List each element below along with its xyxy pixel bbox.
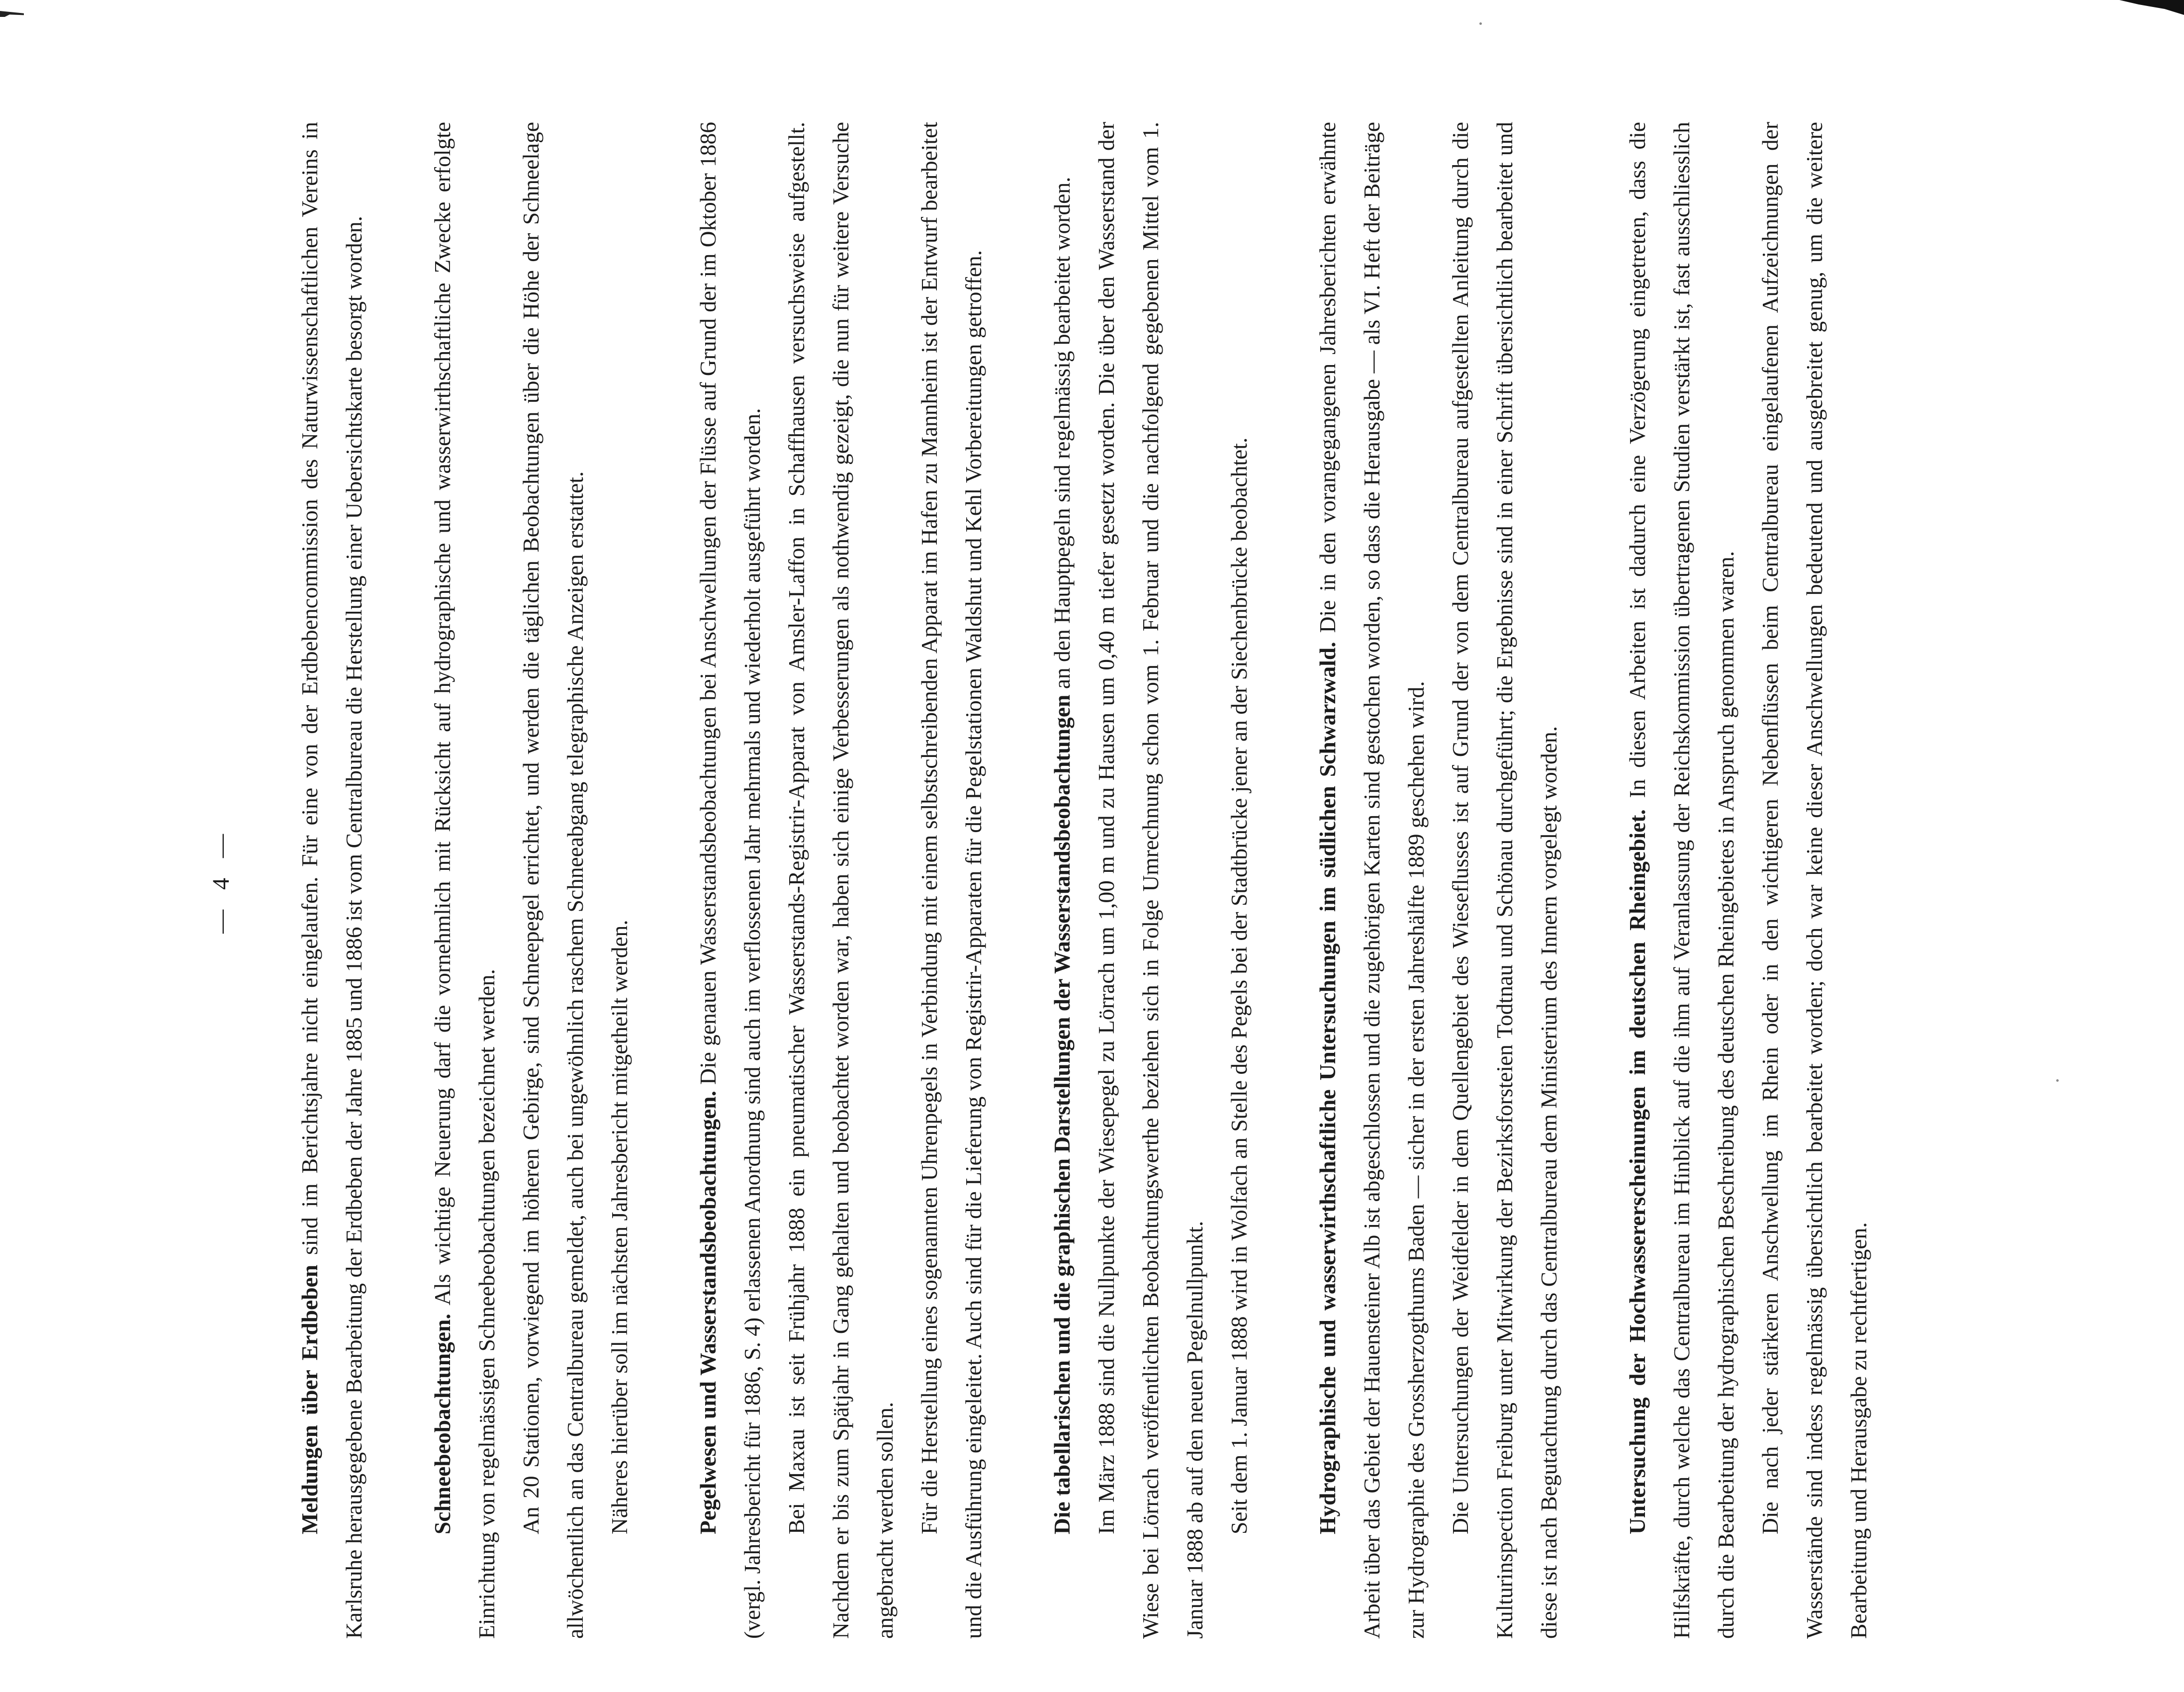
paragraph-text: Die genauen Wasserstandsbeobachtungen bei Anschwellungen der Flüsse auf Grund der im Oktober 1886 (vergl. Jahresbericht für 1886, S. 4) erlassenen Anordnung sind auch im verflossenen Jahr mehrmals und wiederholt ausgeführt worden. [695, 122, 765, 1639]
paragraph: Bei Maxau ist seit Frühjahr 1888 ein pneumatischer Wasserstands-Registrir-Apparat von Amsler-Laffon in Schaffhausen versuchsweise aufgestellt. Nachdem er bis zum Spätjahr in Gang gehalten und beobachtet worden war, haben sich einige Verbesserungen als nothwendig gezeigt, die nun für weitere Versuche angebracht werden sollen. [784, 122, 898, 1639]
scan-artifact-left [0, 11, 24, 17]
paragraph: An 20 Stationen, vorwiegend im höheren Gebirge, sind Schneepegel errichtet, und werden die täglichen Beobachtungen über die Höhe der Schneelage allwöchentlich an das Centralbureau gemeldet, auch bei ungewöhnlich raschem Schneeabgang telegraphische Anzeigen erstattet. [518, 122, 588, 1639]
section-heading: Schneebeobachtungen. [430, 1314, 455, 1534]
scan-speck [1479, 22, 1482, 25]
paragraph: Im März 1888 sind die Nullpunkte der Wiesepegel zu Lörrach um 1,00 m und zu Hausen um 0,40 m tiefer gesetzt worden. Die über den Wasserstand der Wiese bei Lörrach veröffentlichten Beobachtungswerthe beziehen sich in Folge Umrechnung schon vom 1. Februar und die nachfolgend gegebenen Mittel vom 1. Januar 1888 ab auf den neuen Pegelnullpunkt. [1093, 122, 1207, 1639]
paragraph: Für die Herstellung eines sogenannten Uhrenpegels in Verbindung mit einem selbstschreibenden Apparat im Hafen zu Mannheim ist der Entwurf bearbeitet und die Ausführung eingeleitet. Auch sind für die Lieferung von Registrir-Apparaten für die Pegelstationen Waldshut und Kehl Vorbereitungen getroffen. [916, 122, 986, 1639]
section-heading: Meldungen über Erdbeben [297, 1264, 322, 1534]
paragraph-text: sind im Berichtsjahre nicht eingelaufen. Für eine von der Erdbebencommission des Naturwissenschaftlichen Vereins in Karlsruhe herausgegebene Bearbeitung der Erdbeben der Jahre 1885 und 1886 ist vom Centralbureau die Herstellung einer Uebersichtskarte besorgt worden. [297, 122, 366, 1639]
section-schneebeobachtungen [420, 122, 509, 1639]
section-erdbeben [287, 122, 376, 1639]
scan-artifact-right [2119, 0, 2184, 15]
section-heading: Die tabellarischen und die graphischen Darstellungen der Wasserstandsbeobachtungen [1049, 694, 1075, 1534]
scan-speck [2056, 1079, 2059, 1082]
section-heading: Hydrographische und wasserwirthschaftliche Untersuchungen im südlichen Schwarzwald. [1315, 642, 1340, 1534]
paragraph-text: an den Hauptpegeln sind regelmässig bearbeitet worden. [1049, 177, 1075, 695]
rotated-text-block [199, 122, 1989, 1639]
paragraph-text: Als wichtige Neuerung darf die vornehmlich mit Rücksicht auf hydrographische und wasserwirthschaftliche Zwecke erfolgte Einrichtung von regelmässigen Schneebeobachtungen bezeichnet werden. [430, 122, 499, 1639]
section-heading: Pegelwesen und Wasserstandsbeobachtungen. [695, 1091, 721, 1534]
section-hydrographische-untersuchungen [1305, 122, 1438, 1639]
page-number: — 4 — [208, 827, 234, 934]
paragraph-text: Die in den vorangegangenen Jahresberichten erwähnte Arbeit über das Gebiet der Hauensteiner Alb ist abgeschlossen und die zugehörigen Karten sind gestochen worden, so dass die Herausgabe — als VI. Heft der Beiträge zur Hydrographie des Grossherzogthums Baden — sicher in der ersten Jahreshälfte 1889 geschehen wird. [1315, 122, 1429, 1639]
paragraph: Die Untersuchungen der Weidfelder in dem Quellengebiet des Wieseflusses ist auf Grund der von dem Centralbureau aufgestellten Anleitung durch die Kulturinspection Freiburg unter Mitwirkung der Bezirksforsteien Todtnau und Schönau durchgeführt; die Ergebnisse sind in einer Schrift übersichtlich bearbeitet und diese ist nach Begutachtung durch das Centralbureau dem Ministerium des Innern vorgelegt worden. [1448, 122, 1561, 1639]
section-heading: Untersuchung der Hochwassererscheinungen im deutschen Rheingebiet. [1625, 809, 1650, 1534]
paragraph: Die nach jeder stärkeren Anschwellung im Rhein oder in den wichtigeren Nebenflüssen beim Centralbureau eingelaufenen Aufzeichnungen der Wasserstände sind indess regelmässig übersichtlich bearbeitet worden; doch war keine dieser Anschwellungen bedeutend und ausgebreitet genug, um die weitere Bearbeitung und Herausgabe zu rechtfertigen. [1757, 122, 1871, 1639]
paragraph: Näheres hierüber soll im nächsten Jahresbericht mitgetheilt werden. [607, 920, 632, 1534]
paragraph-text: In diesen Arbeiten ist dadurch eine Verzögerung eingetreten, dass die Hilfskräfte, durch welche das Centralbureau im Hinblick auf die ihm auf Veranlassung der Reichskommission übertragenen Studien verstärkt ist, fast ausschliesslich durch die Bearbeitung der hydrographischen Beschreibung des deutschen Rheingebietes in Anspruch genommen waren. [1625, 122, 1738, 1639]
section-darstellungen [1040, 122, 1084, 1639]
section-hochwassererscheinungen [1615, 122, 1748, 1639]
section-pegelwesen [686, 122, 774, 1639]
paragraph: Seit dem 1. Januar 1888 wird in Wolfach an Stelle des Pegels bei der Stadtbrücke jener an der Siechenbrücke beobachtet. [1226, 437, 1252, 1534]
